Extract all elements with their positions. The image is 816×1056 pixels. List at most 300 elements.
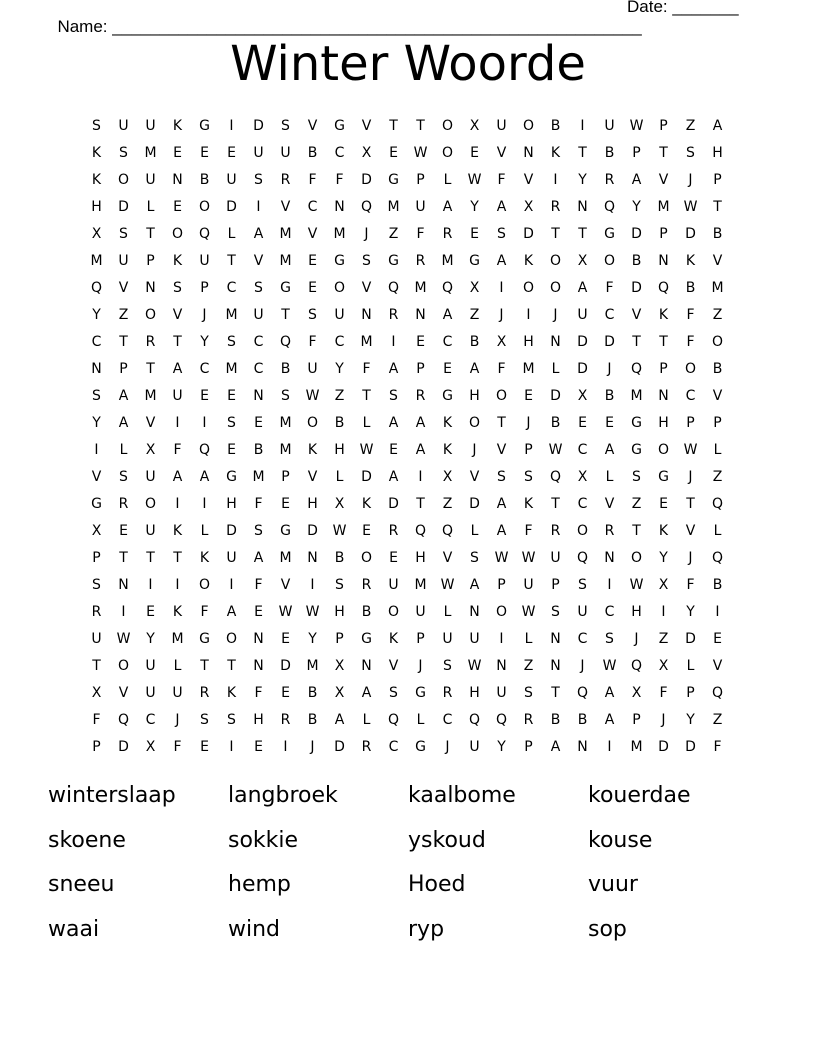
- grid-letter[interactable]: X: [577, 388, 588, 404]
- grid-letter[interactable]: I: [580, 118, 585, 134]
- grid-letter[interactable]: U: [145, 172, 156, 188]
- grid-letter[interactable]: N: [91, 361, 102, 377]
- grid-letter[interactable]: H: [658, 415, 669, 431]
- grid-letter[interactable]: W: [440, 577, 455, 593]
- grid-letter[interactable]: S: [389, 685, 398, 701]
- grid-letter[interactable]: C: [145, 712, 156, 728]
- grid-letter[interactable]: C: [577, 496, 588, 512]
- grid-letter[interactable]: F: [497, 172, 506, 188]
- grid-letter[interactable]: C: [253, 361, 264, 377]
- grid-letter[interactable]: A: [712, 118, 723, 134]
- grid-letter[interactable]: E: [281, 631, 290, 647]
- grid-letter[interactable]: J: [580, 658, 585, 674]
- grid-letter[interactable]: B: [712, 361, 723, 377]
- grid-letter[interactable]: E: [119, 523, 128, 539]
- grid-letter[interactable]: C: [604, 604, 615, 620]
- grid-letter[interactable]: S: [92, 118, 101, 134]
- grid-letter[interactable]: Q: [711, 496, 724, 512]
- grid-letter[interactable]: B: [280, 361, 291, 377]
- name-field[interactable]: Name: ________________________________________________________: [57, 17, 642, 36]
- grid-letter[interactable]: V: [361, 118, 372, 134]
- grid-letter[interactable]: O: [144, 307, 157, 323]
- grid-letter[interactable]: X: [523, 199, 534, 215]
- grid-letter[interactable]: U: [226, 550, 237, 566]
- grid-letter[interactable]: J: [310, 739, 315, 755]
- grid-letter[interactable]: A: [496, 496, 507, 512]
- grid-letter[interactable]: S: [200, 712, 209, 728]
- grid-letter[interactable]: J: [418, 658, 423, 674]
- grid-letter[interactable]: O: [306, 415, 319, 431]
- grid-letter[interactable]: T: [578, 145, 587, 161]
- grid-letter[interactable]: Q: [711, 550, 724, 566]
- grid-letter[interactable]: E: [200, 388, 209, 404]
- grid-letter[interactable]: H: [91, 199, 102, 215]
- grid-letter[interactable]: U: [469, 739, 480, 755]
- grid-letter[interactable]: I: [175, 415, 180, 431]
- grid-letter[interactable]: Q: [549, 469, 562, 485]
- grid-letter[interactable]: P: [497, 577, 506, 593]
- grid-letter[interactable]: S: [254, 172, 263, 188]
- grid-letter[interactable]: O: [117, 172, 130, 188]
- grid-letter[interactable]: P: [713, 415, 722, 431]
- grid-letter[interactable]: V: [712, 388, 723, 404]
- grid-letter[interactable]: T: [227, 253, 236, 269]
- grid-letter[interactable]: B: [604, 145, 615, 161]
- grid-letter[interactable]: U: [415, 199, 426, 215]
- grid-letter[interactable]: Y: [92, 415, 101, 431]
- grid-letter[interactable]: I: [283, 739, 288, 755]
- grid-letter[interactable]: M: [333, 226, 346, 242]
- grid-letter[interactable]: Q: [603, 199, 616, 215]
- grid-letter[interactable]: Q: [576, 550, 589, 566]
- grid-letter[interactable]: T: [416, 496, 425, 512]
- grid-letter[interactable]: S: [632, 469, 641, 485]
- grid-letter[interactable]: T: [632, 523, 641, 539]
- grid-letter[interactable]: H: [469, 685, 480, 701]
- grid-letter[interactable]: P: [713, 172, 722, 188]
- grid-letter[interactable]: J: [553, 307, 558, 323]
- grid-letter[interactable]: M: [252, 469, 265, 485]
- grid-letter[interactable]: D: [550, 388, 561, 404]
- grid-letter[interactable]: A: [604, 685, 615, 701]
- grid-letter[interactable]: Q: [360, 199, 373, 215]
- grid-letter[interactable]: M: [279, 550, 292, 566]
- grid-letter[interactable]: K: [199, 550, 210, 566]
- grid-letter[interactable]: R: [550, 523, 561, 539]
- grid-letter[interactable]: O: [603, 253, 616, 269]
- grid-letter[interactable]: A: [604, 442, 615, 458]
- grid-letter[interactable]: P: [416, 361, 425, 377]
- grid-letter[interactable]: Q: [117, 712, 130, 728]
- grid-letter[interactable]: O: [198, 577, 211, 593]
- grid-letter[interactable]: M: [630, 388, 643, 404]
- grid-letter[interactable]: W: [683, 442, 698, 458]
- grid-letter[interactable]: N: [361, 658, 372, 674]
- grid-letter[interactable]: P: [524, 442, 533, 458]
- grid-letter[interactable]: Q: [198, 442, 211, 458]
- grid-letter[interactable]: A: [253, 550, 264, 566]
- grid-letter[interactable]: P: [686, 685, 695, 701]
- grid-letter[interactable]: A: [577, 280, 588, 296]
- grid-letter[interactable]: G: [91, 496, 102, 512]
- grid-letter[interactable]: T: [173, 334, 182, 350]
- grid-letter[interactable]: U: [577, 307, 588, 323]
- grid-letter[interactable]: L: [470, 523, 479, 539]
- grid-letter[interactable]: I: [175, 577, 180, 593]
- grid-letter[interactable]: I: [499, 631, 504, 647]
- grid-letter[interactable]: M: [279, 442, 292, 458]
- grid-letter[interactable]: V: [118, 280, 129, 296]
- grid-letter[interactable]: L: [416, 712, 425, 728]
- grid-letter[interactable]: Z: [388, 226, 399, 242]
- grid-letter[interactable]: M: [144, 145, 157, 161]
- grid-letter[interactable]: O: [522, 280, 535, 296]
- grid-letter[interactable]: T: [92, 658, 101, 674]
- grid-letter[interactable]: M: [279, 226, 292, 242]
- grid-letter[interactable]: X: [91, 523, 102, 539]
- grid-letter[interactable]: A: [118, 388, 129, 404]
- grid-letter[interactable]: B: [253, 442, 264, 458]
- grid-letter[interactable]: I: [175, 496, 180, 512]
- grid-letter[interactable]: U: [145, 523, 156, 539]
- grid-letter[interactable]: K: [172, 253, 183, 269]
- grid-letter[interactable]: X: [577, 253, 588, 269]
- grid-letter[interactable]: M: [414, 577, 427, 593]
- grid-letter[interactable]: D: [685, 739, 696, 755]
- grid-letter[interactable]: S: [119, 145, 128, 161]
- grid-letter[interactable]: E: [254, 415, 263, 431]
- grid-letter[interactable]: F: [335, 172, 344, 188]
- grid-letter[interactable]: O: [630, 550, 643, 566]
- grid-letter[interactable]: H: [253, 712, 264, 728]
- grid-letter[interactable]: R: [280, 712, 291, 728]
- grid-letter[interactable]: W: [305, 604, 320, 620]
- grid-letter[interactable]: P: [632, 712, 641, 728]
- grid-letter[interactable]: T: [551, 685, 560, 701]
- grid-letter[interactable]: Z: [523, 658, 534, 674]
- grid-letter[interactable]: P: [92, 550, 101, 566]
- grid-letter[interactable]: T: [362, 388, 371, 404]
- grid-letter[interactable]: A: [631, 172, 642, 188]
- grid-letter[interactable]: I: [121, 604, 126, 620]
- grid-letter[interactable]: Z: [334, 388, 345, 404]
- grid-letter[interactable]: D: [631, 226, 642, 242]
- grid-letter[interactable]: E: [173, 145, 182, 161]
- grid-letter[interactable]: I: [553, 172, 558, 188]
- grid-letter[interactable]: R: [442, 226, 453, 242]
- grid-letter[interactable]: X: [658, 577, 669, 593]
- grid-letter[interactable]: A: [172, 361, 183, 377]
- grid-letter[interactable]: C: [577, 442, 588, 458]
- grid-letter[interactable]: E: [254, 739, 263, 755]
- grid-letter[interactable]: Q: [90, 280, 103, 296]
- grid-letter[interactable]: S: [308, 307, 317, 323]
- grid-letter[interactable]: I: [202, 415, 207, 431]
- grid-letter[interactable]: P: [119, 361, 128, 377]
- grid-letter[interactable]: C: [685, 388, 696, 404]
- grid-letter[interactable]: D: [253, 118, 264, 134]
- grid-letter[interactable]: S: [686, 145, 695, 161]
- grid-letter[interactable]: D: [361, 172, 372, 188]
- grid-letter[interactable]: E: [362, 523, 371, 539]
- grid-letter[interactable]: U: [388, 577, 399, 593]
- grid-letter[interactable]: Z: [631, 496, 642, 512]
- grid-letter[interactable]: Q: [630, 658, 643, 674]
- grid-letter[interactable]: O: [549, 253, 562, 269]
- grid-letter[interactable]: N: [415, 307, 426, 323]
- grid-letter[interactable]: E: [200, 145, 209, 161]
- grid-letter[interactable]: L: [713, 442, 722, 458]
- grid-letter[interactable]: O: [117, 658, 130, 674]
- grid-letter[interactable]: U: [253, 307, 264, 323]
- grid-letter[interactable]: X: [577, 469, 588, 485]
- grid-letter[interactable]: T: [389, 118, 398, 134]
- grid-letter[interactable]: E: [281, 496, 290, 512]
- grid-letter[interactable]: A: [442, 199, 453, 215]
- grid-letter[interactable]: E: [416, 334, 425, 350]
- grid-letter[interactable]: L: [551, 361, 560, 377]
- grid-letter[interactable]: P: [659, 361, 668, 377]
- grid-letter[interactable]: G: [604, 226, 615, 242]
- grid-letter[interactable]: J: [688, 172, 693, 188]
- grid-letter[interactable]: Y: [686, 604, 695, 620]
- grid-letter[interactable]: G: [361, 631, 372, 647]
- grid-letter[interactable]: R: [145, 334, 156, 350]
- grid-letter[interactable]: A: [253, 226, 264, 242]
- grid-letter[interactable]: D: [685, 226, 696, 242]
- grid-letter[interactable]: U: [415, 604, 426, 620]
- grid-letter[interactable]: B: [577, 712, 588, 728]
- grid-letter[interactable]: Q: [279, 334, 292, 350]
- grid-letter[interactable]: P: [632, 145, 641, 161]
- grid-letter[interactable]: C: [334, 334, 345, 350]
- grid-letter[interactable]: H: [712, 145, 723, 161]
- grid-letter[interactable]: R: [442, 685, 453, 701]
- grid-letter[interactable]: U: [226, 172, 237, 188]
- grid-letter[interactable]: S: [173, 280, 182, 296]
- grid-letter[interactable]: X: [496, 334, 507, 350]
- grid-letter[interactable]: U: [523, 577, 534, 593]
- grid-letter[interactable]: S: [119, 469, 128, 485]
- grid-letter[interactable]: F: [497, 361, 506, 377]
- grid-letter[interactable]: E: [227, 442, 236, 458]
- grid-letter[interactable]: O: [441, 118, 454, 134]
- grid-letter[interactable]: B: [307, 712, 318, 728]
- grid-letter[interactable]: I: [499, 280, 504, 296]
- grid-letter[interactable]: F: [686, 334, 695, 350]
- grid-letter[interactable]: K: [226, 685, 237, 701]
- grid-letter[interactable]: T: [416, 118, 425, 134]
- grid-letter[interactable]: Q: [630, 361, 643, 377]
- grid-letter[interactable]: G: [226, 469, 237, 485]
- grid-letter[interactable]: I: [391, 334, 396, 350]
- grid-letter[interactable]: E: [173, 199, 182, 215]
- grid-letter[interactable]: C: [334, 145, 345, 161]
- grid-letter[interactable]: D: [118, 739, 129, 755]
- grid-letter[interactable]: S: [254, 280, 263, 296]
- grid-letter[interactable]: J: [364, 226, 369, 242]
- grid-letter[interactable]: F: [200, 604, 209, 620]
- grid-letter[interactable]: R: [550, 199, 561, 215]
- grid-letter[interactable]: W: [629, 577, 644, 593]
- grid-letter[interactable]: Y: [146, 631, 155, 647]
- grid-letter[interactable]: E: [470, 145, 479, 161]
- grid-letter[interactable]: I: [229, 577, 234, 593]
- grid-letter[interactable]: O: [549, 280, 562, 296]
- grid-letter[interactable]: A: [604, 712, 615, 728]
- grid-letter[interactable]: X: [334, 658, 345, 674]
- grid-letter[interactable]: L: [335, 469, 344, 485]
- grid-letter[interactable]: I: [202, 496, 207, 512]
- grid-letter[interactable]: A: [361, 685, 372, 701]
- grid-letter[interactable]: Z: [469, 307, 480, 323]
- grid-letter[interactable]: M: [441, 253, 454, 269]
- grid-letter[interactable]: F: [254, 577, 263, 593]
- grid-letter[interactable]: B: [712, 226, 723, 242]
- grid-letter[interactable]: E: [470, 226, 479, 242]
- grid-letter[interactable]: L: [605, 469, 614, 485]
- grid-letter[interactable]: E: [227, 145, 236, 161]
- grid-letter[interactable]: P: [281, 469, 290, 485]
- grid-letter[interactable]: Q: [441, 523, 454, 539]
- grid-letter[interactable]: A: [496, 199, 507, 215]
- grid-letter[interactable]: T: [146, 361, 155, 377]
- grid-letter[interactable]: M: [711, 280, 724, 296]
- grid-letter[interactable]: E: [713, 631, 722, 647]
- grid-letter[interactable]: N: [550, 658, 561, 674]
- grid-letter[interactable]: V: [712, 658, 723, 674]
- grid-letter[interactable]: O: [441, 145, 454, 161]
- grid-letter[interactable]: V: [118, 685, 129, 701]
- grid-letter[interactable]: O: [225, 631, 238, 647]
- grid-letter[interactable]: G: [469, 253, 480, 269]
- grid-letter[interactable]: M: [90, 253, 103, 269]
- grid-letter[interactable]: V: [307, 226, 318, 242]
- grid-letter[interactable]: K: [685, 253, 696, 269]
- grid-letter[interactable]: N: [118, 577, 129, 593]
- grid-letter[interactable]: B: [469, 334, 480, 350]
- grid-letter[interactable]: F: [92, 712, 101, 728]
- grid-letter[interactable]: J: [472, 442, 477, 458]
- grid-letter[interactable]: X: [334, 496, 345, 512]
- grid-letter[interactable]: Q: [414, 523, 427, 539]
- grid-letter[interactable]: G: [199, 118, 210, 134]
- grid-letter[interactable]: G: [199, 631, 210, 647]
- grid-letter[interactable]: V: [280, 199, 291, 215]
- grid-letter[interactable]: M: [225, 361, 238, 377]
- grid-letter[interactable]: I: [229, 118, 234, 134]
- grid-letter[interactable]: E: [578, 415, 587, 431]
- grid-letter[interactable]: Y: [335, 361, 344, 377]
- grid-letter[interactable]: W: [413, 145, 428, 161]
- grid-letter[interactable]: C: [604, 307, 615, 323]
- grid-letter[interactable]: Y: [308, 631, 317, 647]
- grid-letter[interactable]: T: [632, 334, 641, 350]
- grid-letter[interactable]: F: [308, 334, 317, 350]
- grid-letter[interactable]: F: [254, 685, 263, 701]
- grid-letter[interactable]: A: [496, 253, 507, 269]
- grid-letter[interactable]: B: [361, 604, 372, 620]
- grid-letter[interactable]: X: [91, 685, 102, 701]
- grid-letter[interactable]: M: [306, 658, 319, 674]
- grid-letter[interactable]: E: [389, 550, 398, 566]
- grid-letter[interactable]: X: [361, 145, 372, 161]
- grid-letter[interactable]: V: [604, 496, 615, 512]
- grid-letter[interactable]: D: [469, 496, 480, 512]
- grid-letter[interactable]: C: [307, 199, 318, 215]
- grid-letter[interactable]: A: [172, 469, 183, 485]
- grid-letter[interactable]: D: [523, 226, 534, 242]
- grid-letter[interactable]: X: [145, 442, 156, 458]
- grid-letter[interactable]: E: [389, 145, 398, 161]
- grid-letter[interactable]: D: [361, 469, 372, 485]
- grid-letter[interactable]: C: [577, 631, 588, 647]
- grid-letter[interactable]: L: [686, 658, 695, 674]
- grid-letter[interactable]: U: [334, 307, 345, 323]
- grid-letter[interactable]: S: [92, 577, 101, 593]
- grid-letter[interactable]: L: [173, 658, 182, 674]
- grid-letter[interactable]: F: [659, 685, 668, 701]
- grid-letter[interactable]: Y: [632, 199, 641, 215]
- grid-letter[interactable]: O: [495, 604, 508, 620]
- grid-letter[interactable]: M: [279, 253, 292, 269]
- grid-letter[interactable]: T: [146, 226, 155, 242]
- grid-letter[interactable]: U: [496, 118, 507, 134]
- grid-letter[interactable]: P: [416, 631, 425, 647]
- grid-letter[interactable]: M: [387, 199, 400, 215]
- grid-letter[interactable]: A: [118, 415, 129, 431]
- grid-letter[interactable]: B: [631, 253, 642, 269]
- grid-letter[interactable]: K: [172, 604, 183, 620]
- grid-letter[interactable]: E: [605, 415, 614, 431]
- grid-letter[interactable]: S: [362, 253, 371, 269]
- grid-letter[interactable]: K: [172, 523, 183, 539]
- grid-letter[interactable]: U: [307, 361, 318, 377]
- grid-letter[interactable]: O: [468, 415, 481, 431]
- grid-letter[interactable]: J: [202, 307, 207, 323]
- grid-letter[interactable]: K: [91, 172, 102, 188]
- grid-letter[interactable]: S: [524, 685, 533, 701]
- grid-letter[interactable]: T: [551, 496, 560, 512]
- grid-letter[interactable]: P: [200, 280, 209, 296]
- grid-letter[interactable]: U: [145, 658, 156, 674]
- grid-letter[interactable]: J: [661, 712, 666, 728]
- grid-letter[interactable]: K: [523, 253, 534, 269]
- grid-letter[interactable]: X: [631, 685, 642, 701]
- grid-letter[interactable]: U: [172, 685, 183, 701]
- grid-letter[interactable]: S: [281, 118, 290, 134]
- grid-letter[interactable]: Q: [576, 685, 589, 701]
- grid-letter[interactable]: S: [605, 631, 614, 647]
- grid-letter[interactable]: V: [361, 280, 372, 296]
- grid-letter[interactable]: P: [335, 631, 344, 647]
- grid-letter[interactable]: G: [388, 253, 399, 269]
- grid-letter[interactable]: O: [360, 550, 373, 566]
- grid-letter[interactable]: O: [684, 361, 697, 377]
- grid-letter[interactable]: B: [712, 577, 723, 593]
- grid-letter[interactable]: N: [658, 253, 669, 269]
- grid-letter[interactable]: C: [226, 280, 237, 296]
- grid-letter[interactable]: G: [334, 253, 345, 269]
- grid-letter[interactable]: L: [119, 442, 128, 458]
- grid-letter[interactable]: S: [578, 577, 587, 593]
- grid-letter[interactable]: B: [334, 415, 345, 431]
- grid-letter[interactable]: A: [388, 415, 399, 431]
- grid-letter[interactable]: H: [631, 604, 642, 620]
- grid-letter[interactable]: G: [442, 388, 453, 404]
- grid-letter[interactable]: E: [308, 253, 317, 269]
- grid-letter[interactable]: P: [551, 577, 560, 593]
